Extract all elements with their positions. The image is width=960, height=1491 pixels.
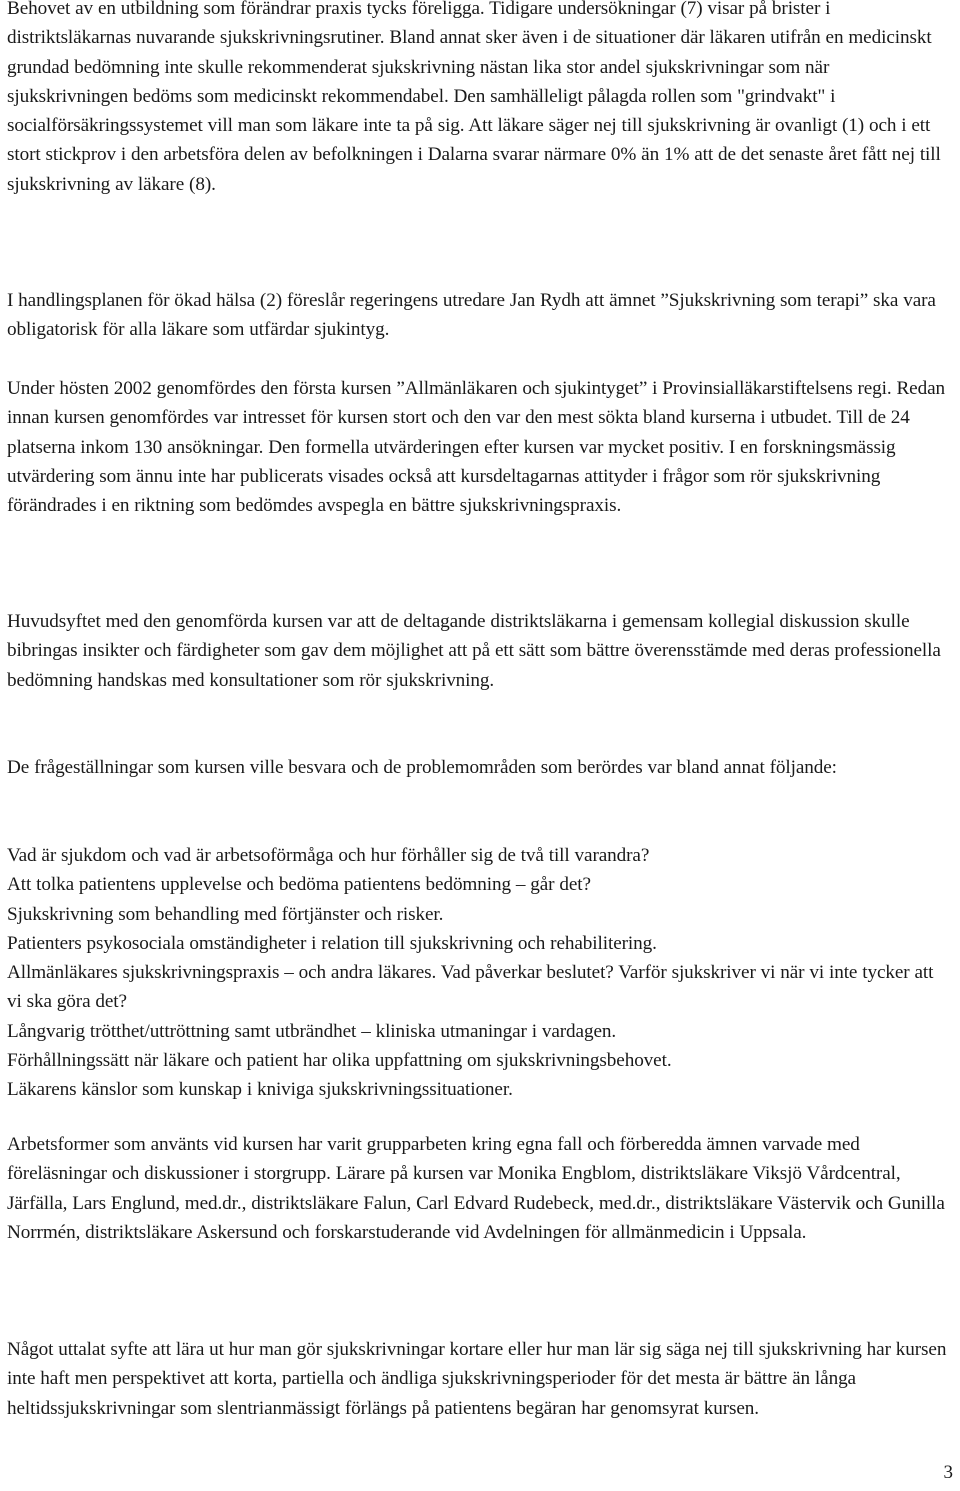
paragraph-stated-purpose: Något uttalat syfte att lära ut hur man gör sjukskrivningar kortare eller hur man lär sig säga nej till sjukskrivning har kursen inte haft men perspektivet att korta, partiella och ändliga sjukskrivningsperioder för det mesta är bättre än långa heltidssjukskrivningar som slentrianmässigt förlängs på patientens begäran har genomsyrat kursen. (7, 1339, 947, 1419)
list-item: Patienters psykosociala omständigheter i relation till sjukskrivning och rehabilitering. (7, 932, 657, 954)
paragraph-action-plan: I handlingsplanen för ökad hälsa (2) föreslår regeringens utredare Jan Rydh att ämnet ”Sjukskrivning som terapi” ska vara obligatorisk för alla läkare som utfärdar sjukintyg. (7, 290, 936, 341)
list-item: Förhållningssätt när läkare och patient har olika uppfattning om sjukskrivningsbehovet. (7, 1050, 672, 1072)
list-item: Allmänläkares sjukskrivningspraxis – och andra läkares. Vad påverkar beslutet? Varför sjukskriver vi när vi inte tycker att vi ska göra det? (7, 962, 934, 1013)
page-number: 3 (943, 1462, 953, 1483)
list-item: Vad är sjukdom och vad är arbetsoförmåga och hur förhåller sig de två till varandra? (7, 845, 650, 866)
paragraph-questions-intro: De frågeställningar som kursen ville besvara och de problemområden som berördes var bland annat följande: (7, 757, 837, 778)
paragraph-working-methods: Arbetsformer som använts vid kursen har varit grupparbeten kring egna fall och förberedda ämnen varvade med föreläsningar och diskussioner i storgrupp. Lärare på kursen var Monika Engblom, distriktsläkare Viksjö Vårdcentral, Järfälla, Lars Englund, med.dr., distriktsläkare Falun, Carl Edvard Rudebeck, med.dr., distriktsläkare Västervik och Gunilla Norrmén, distriktsläkare Askersund och forskarstuderande vid Avdelningen för allmänmedicin i Uppsala. (7, 1134, 945, 1243)
paragraph-course-autumn-2002: Under hösten 2002 genomfördes den första kursen ”Allmänläkaren och sjukintyget” i Provinsialläkarstiftelsens regi. Redan innan kursen genomfördes var intresset för kursen stort och den var den mest sökta bland kurserna i utbudet. Till de 24 platserna inkom 130 ansökningar. Den formella utvärderingen efter kursen var mycket positiv. I en forskningsmässig utvärdering som ännu inte har publicerats visades också att kursdeltagarnas attityder i frågor som rör sjukskrivning förändrades i en riktning som bedömdes avspegla en bättre sjukskrivningspraxis. (7, 378, 946, 517)
question-list (7, 841, 951, 1105)
paragraph-main-purpose: Huvudsyftet med den genomförda kursen var att de deltagande distriktsläkarna i gemensam kollegial diskussion skulle bibringas insikter och färdigheter som gav dem möjlighet att på ett sätt som bättre överensstämde med deras professionella bedömning handskas med konsultationer som rör sjukskrivning. (7, 611, 941, 691)
list-item: Sjukskrivning som behandling med förtjänster och risker. (7, 903, 444, 925)
list-item: Att tolka patientens upplevelse och bedöma patientens bedömning – går det? (7, 874, 591, 896)
list-item: Läkarens känslor som kunskap i kniviga sjukskrivningssituationer. (7, 1079, 513, 1101)
paragraph-need-for-education: Behovet av en utbildning som förändrar praxis tycks föreligga. Tidigare undersökningar (7) visar på brister i distriktsläkarnas nuvarande sjukskrivningsrutiner. Bland annat sker även i de situationer där läkaren utifrån en medicinskt grundad bedömning inte skulle rekommenderat sjukskrivning nästan lika stor andel sjukskrivningar som när sjukskrivningen bedöms som medicinskt rekommendabel. Den samhälleligt pålagda rollen som "grindvakt" i socialförsäkringssystemet vill man som läkare inte ta på sig. Att läkare säger nej till sjukskrivning är ovanligt (1) och i ett stort stickprov i den arbetsföra delen av befolkningen i Dalarna svarar närmare 0% än 1% att de det senaste året fått nej till sjukskrivning av läkare (8). (7, 0, 941, 195)
list-item: Långvarig trötthet/uttröttning samt utbrändhet – kliniska utmaningar i vardagen. (7, 1020, 617, 1042)
